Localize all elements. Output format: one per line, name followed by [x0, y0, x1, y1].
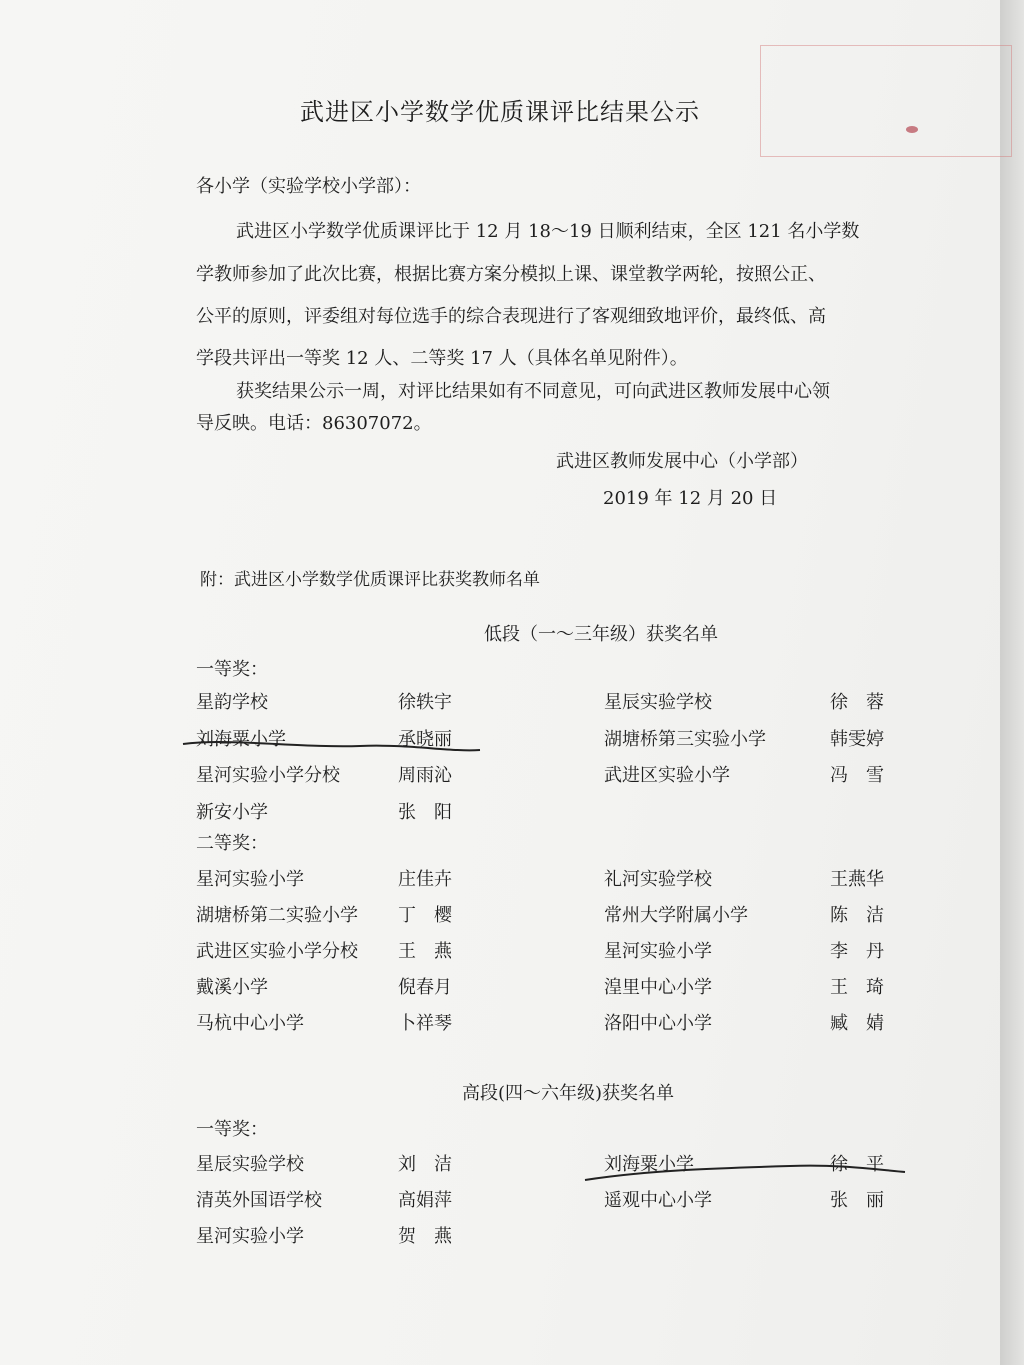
name-right: 王 琦: [830, 977, 884, 998]
salutation: 各小学（实验学校小学部）：: [196, 176, 421, 197]
name-left: 倪春月: [398, 977, 452, 998]
school-right: 礼河实验学校: [604, 869, 712, 890]
school-left: 星韵学校: [196, 692, 268, 713]
school-right: 星河实验小学: [604, 941, 712, 962]
school-right: 湖塘桥第三实验小学: [604, 728, 766, 750]
attachment-note: 附：武进区小学数学优质课评比获奖教师名单: [200, 570, 540, 590]
school-right: 武进区实验小学: [604, 765, 730, 786]
para1-line-1: 武进区小学数学优质课评比于 12 月 18～19 日顺利结束，全区 121 名小学数: [236, 221, 860, 242]
school-right: 星辰实验学校: [604, 692, 712, 713]
school-left: 星河实验小学: [196, 1226, 304, 1247]
school-left: 戴溪小学: [196, 977, 268, 998]
school-left: 清英外国语学校: [196, 1190, 322, 1211]
document-title: 武进区小学数学优质课评比结果公示: [300, 98, 700, 126]
name-left: 庄佳卉: [398, 869, 452, 890]
school-left: 星河实验小学分校: [196, 765, 340, 786]
name-left: 周雨沁: [398, 765, 452, 786]
para1-line-3: 公平的原则，评委组对每位选手的综合表现进行了客观细致地评价，最终低、高: [196, 306, 826, 327]
para1-line-2: 学教师参加了此次比赛，根据比赛方案分模拟上课、课堂教学两轮，按照公正、: [196, 264, 826, 285]
signature: 武进区教师发展中心（小学部）: [556, 451, 808, 472]
name-left: 贺 燕: [398, 1226, 452, 1247]
name-left: 张 阳: [398, 801, 452, 823]
name-left: 丁 樱: [398, 905, 452, 926]
name-right: 徐 平: [830, 1154, 884, 1175]
underline-liuhaisu-2: [585, 1166, 905, 1180]
underline-liuhaisu-1: [183, 742, 480, 750]
name-left: 王 燕: [398, 941, 452, 962]
name-right: 冯 雪: [830, 765, 884, 786]
para1-line-4: 学段共评出一等奖 12 人、二等奖 17 人（具体名单见附件）。: [196, 348, 688, 369]
school-right: 常州大学附属小学: [604, 905, 748, 926]
school-left: 刘海粟小学: [196, 728, 286, 750]
name-left: 承晓丽: [398, 728, 452, 750]
date: 2019 年 12 月 20 日: [603, 488, 778, 509]
school-left: 星河实验小学: [196, 869, 304, 890]
para2-line-2: 导反映。电话：86307072。: [196, 413, 432, 434]
name-right: 张 丽: [830, 1190, 884, 1211]
low-grade-heading: 低段（一～三年级）获奖名单: [484, 624, 718, 645]
school-right: 湟里中心小学: [604, 977, 712, 998]
name-left: 卜祥琴: [398, 1013, 452, 1034]
school-left: 湖塘桥第二实验小学: [196, 905, 358, 926]
school-right: 遥观中心小学: [604, 1190, 712, 1211]
name-right: 臧 婧: [830, 1013, 884, 1034]
school-left: 马杭中心小学: [196, 1013, 304, 1034]
name-right: 徐 蓉: [830, 692, 884, 713]
school-left: 新安小学: [196, 801, 268, 823]
name-right: 韩雯婷: [830, 728, 884, 750]
low-second-prize-label: 二等奖：: [196, 833, 268, 854]
name-right: 王燕华: [830, 869, 884, 890]
school-right: 洛阳中心小学: [604, 1013, 712, 1034]
name-left: 刘 洁: [398, 1154, 452, 1175]
name-right: 陈 洁: [830, 905, 884, 926]
school-left: 武进区实验小学分校: [196, 941, 358, 962]
name-left: 徐轶宇: [398, 692, 452, 713]
low-first-prize-label: 一等奖：: [196, 659, 268, 680]
school-right: 刘海粟小学: [604, 1154, 694, 1175]
name-left: 高娟萍: [398, 1190, 452, 1211]
school-left: 星辰实验学校: [196, 1154, 304, 1175]
high-first-prize-label: 一等奖：: [196, 1119, 268, 1140]
name-right: 李 丹: [830, 941, 884, 962]
para2-line-1: 获奖结果公示一周，对评比结果如有不同意见，可向武进区教师发展中心领: [236, 381, 830, 402]
high-grade-heading: 高段(四～六年级)获奖名单: [462, 1083, 675, 1104]
